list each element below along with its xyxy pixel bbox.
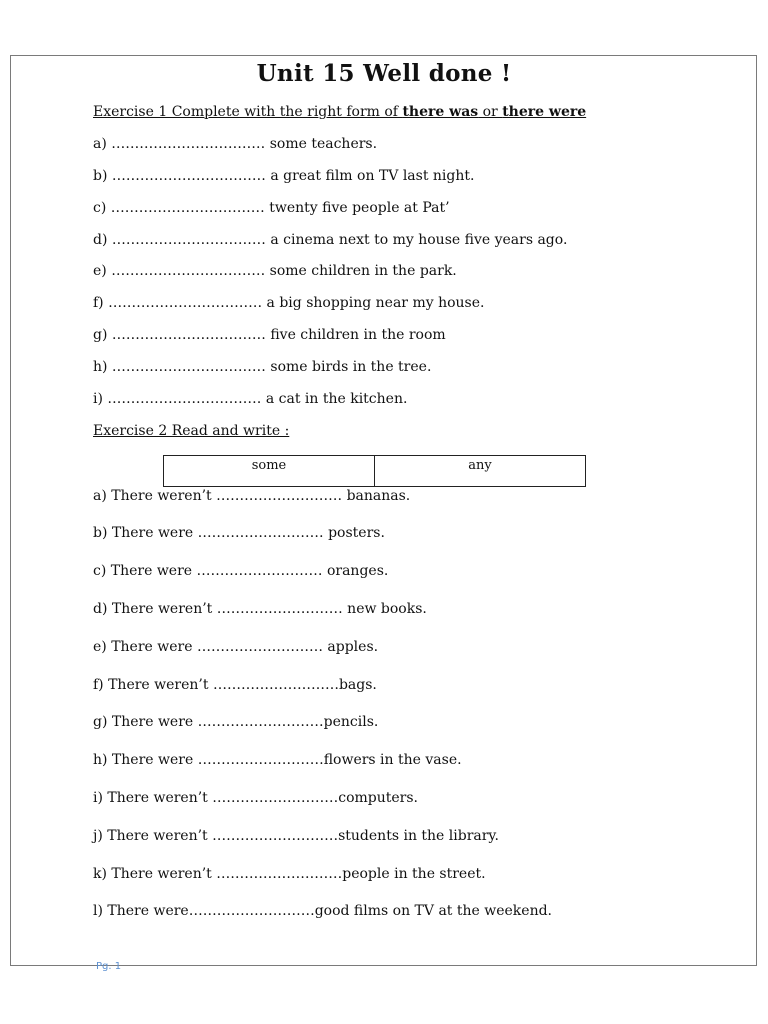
word-any: any	[374, 456, 585, 486]
exercise-2-item: j) There weren’t ………………………students in the library.	[93, 828, 499, 844]
exercise-2-item: i) There weren’t ………………………computers.	[93, 790, 419, 806]
exercise-2-item: f) There weren’t ………………………bags.	[93, 677, 377, 693]
exercise-2-item: a) There weren’t ……………………… bananas.	[93, 488, 411, 504]
exercise-2-item: b) There were ……………………… posters.	[93, 525, 385, 541]
exercise-2-item: e) There were ……………………… apples.	[93, 639, 379, 655]
exercise-1-item: a) …………………………… some teachers.	[93, 136, 378, 152]
exercise-1-item: e) …………………………… some children in the park.	[93, 263, 457, 279]
word-some: some	[251, 458, 287, 473]
exercise-2-item: g) There were ………………………pencils.	[93, 714, 379, 730]
option-connector: or	[478, 104, 503, 120]
exercise-1-instruction: Exercise 1 Complete with the right form of	[93, 104, 403, 120]
exercise-2-heading: Exercise 2 Read and write :	[93, 423, 290, 439]
exercise-1-item: c) …………………………… twenty five people at Pat’	[93, 200, 450, 216]
exercise-2-item: c) There were ……………………… oranges.	[93, 563, 389, 579]
exercise-1-item: g) …………………………… five children in the room	[93, 327, 446, 343]
exercise-1-item: d) …………………………… a cinema next to my house five years ago.	[93, 232, 568, 248]
exercise-2-item: k) There weren’t ………………………people in the street.	[93, 866, 486, 882]
exercise-2-item: l) There were………………………good films on TV at the weekend.	[93, 903, 553, 919]
exercise-1-item: f) …………………………… a big shopping near my house.	[93, 295, 485, 311]
page-title: Unit 15 Well done !	[256, 60, 512, 87]
page-number: Pg. 1	[96, 961, 122, 972]
word-box	[163, 455, 586, 487]
exercise-2-item: h) There were ………………………flowers in the vase.	[93, 752, 462, 768]
exercise-1-heading	[93, 104, 586, 120]
option-there-were: there were	[502, 104, 587, 120]
option-there-was: there was	[402, 104, 479, 120]
exercise-1-item: i) …………………………… a cat in the kitchen.	[93, 391, 408, 407]
exercise-2-item: d) There weren’t ……………………… new books.	[93, 601, 427, 617]
exercise-1-item: b) …………………………… a great film on TV last night.	[93, 168, 475, 184]
exercise-1-item: h) …………………………… some birds in the tree.	[93, 359, 432, 375]
